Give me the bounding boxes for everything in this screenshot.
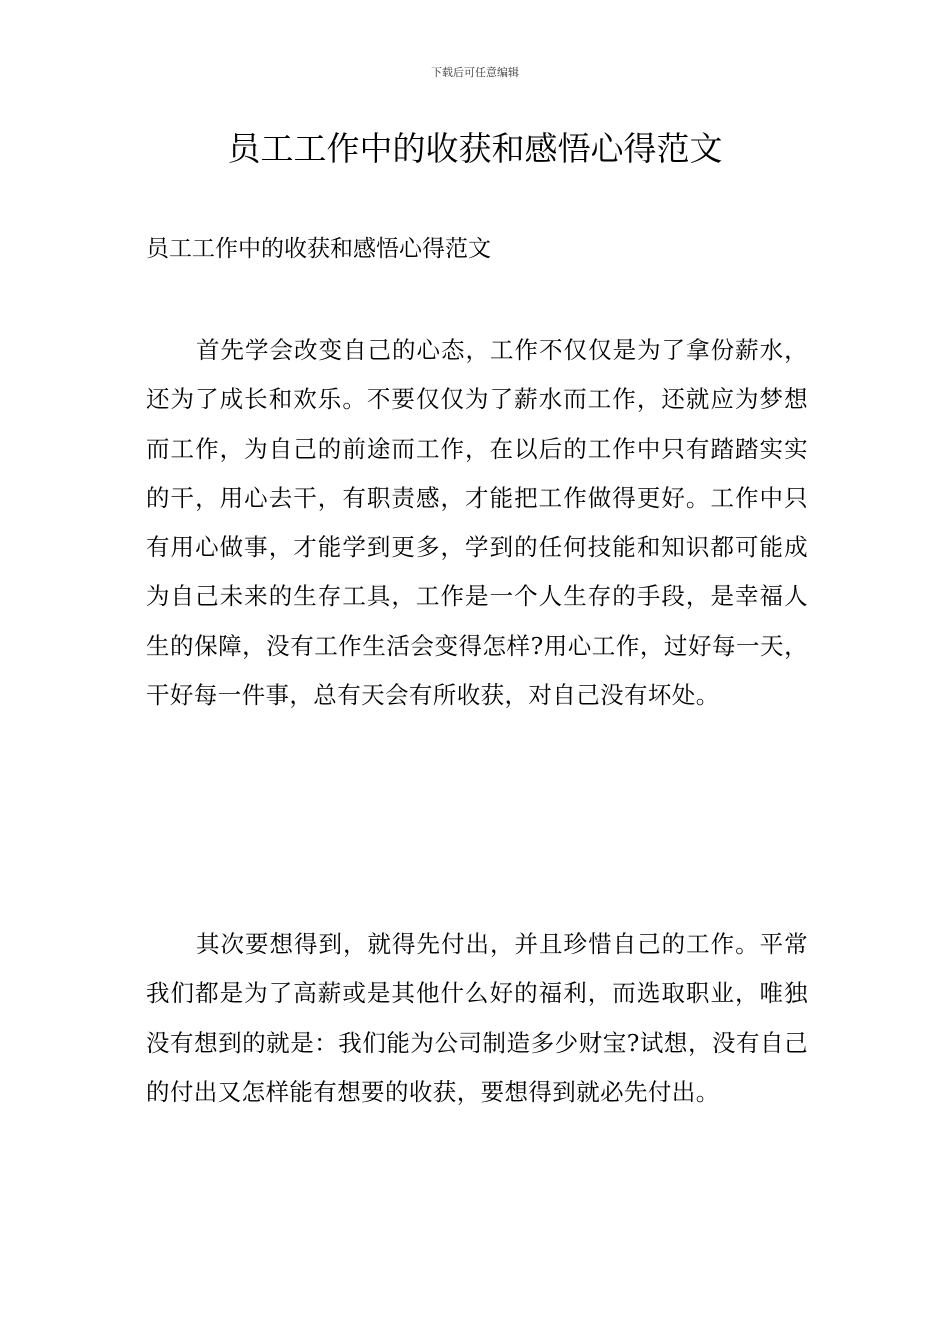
body-paragraph: 首先学会改变自己的心态，工作不仅仅是为了拿份薪水，还为了成长和欢乐。不要仅仅为了薪水而工作，还就应为梦想而工作，为自己的前途而工作，在以后的工作中只有踏踏实实的干，用心去干，有职责感，才能把工作做得更好。工作中只有用心做事，才能学到更多，学到的任何技能和知识都可能成为自己未来的生存工具，工作是一个人生存的手段，是幸福人生的保障，没有工作生活会变得怎样?用心工作，过好每一天，干好每一件事，总有天会有所收获，对自己没有坏处。	[146, 336, 808, 710]
document-title: 员工工作中的收获和感悟心得范文	[227, 129, 723, 168]
header-note: 下载后可任意编辑	[431, 66, 519, 79]
body-paragraph: 其次要想得到，就得先付出，并且珍惜自己的工作。平常我们都是为了高薪或是其他什么好的福利，而选取职业，唯独没有想到的就是：我们能为公司制造多少财宝?试想，没有自己的付出又怎样能有想要的收获，要想得到就必先付出。	[146, 930, 808, 1106]
document-subtitle: 员工工作中的收获和感悟心得范文	[146, 236, 491, 262]
